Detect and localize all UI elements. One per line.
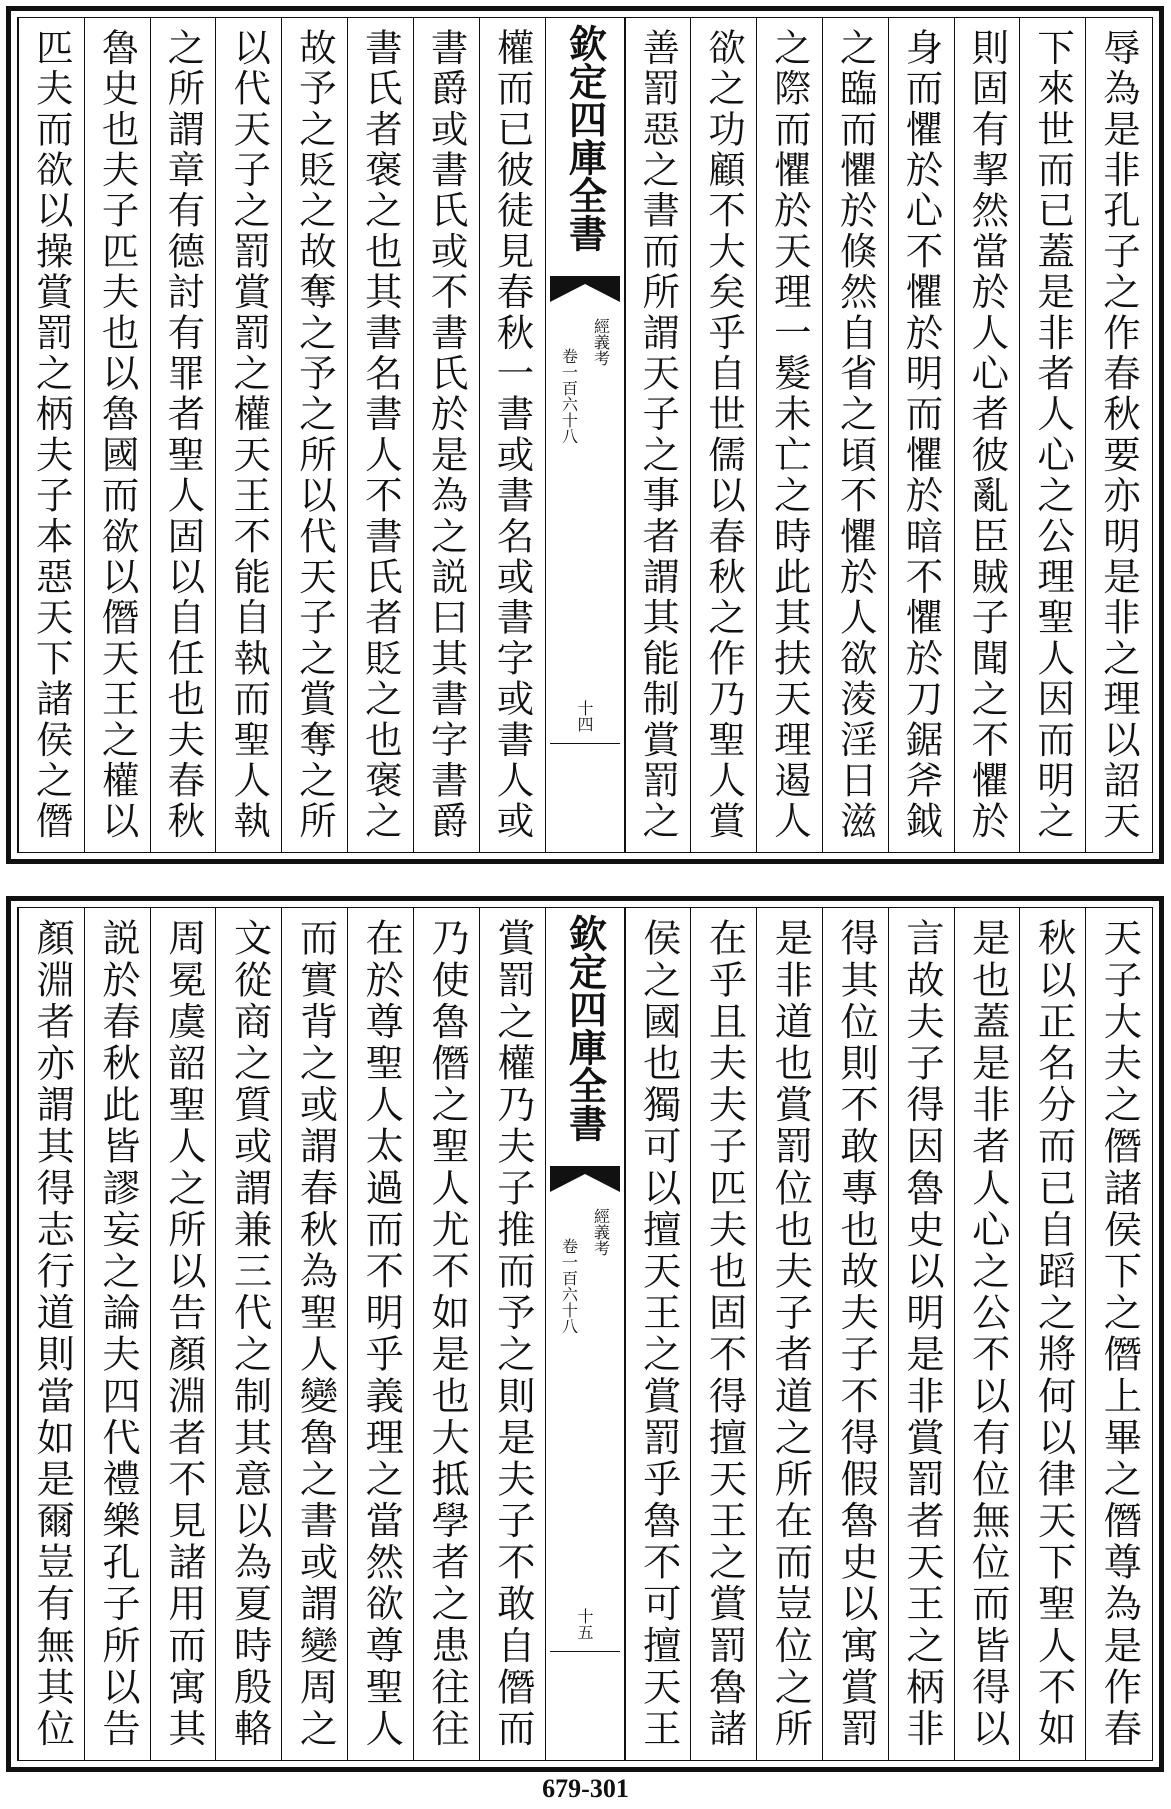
text-column bbox=[347, 908, 413, 1760]
text-column bbox=[84, 18, 150, 852]
column-text: 書爵或書氏或不書氏於是為之説曰其書字書爵 bbox=[424, 28, 469, 842]
column-text: 匹夫而欲以操賞罰之柄夫子本惡天下諸侯之僭 bbox=[29, 28, 74, 842]
column-text: 周冕虞韶聖人之所以告顏淵者不見諸用而寓其 bbox=[160, 918, 206, 1750]
column-text: 故予之貶之故奪之予之所以代天子之賞奪之所 bbox=[293, 28, 338, 842]
text-column bbox=[1085, 908, 1151, 1760]
leaf-number: 十四 bbox=[575, 700, 594, 732]
column-text: 魯史也夫子匹夫也以魯國而欲以僭天王之權以 bbox=[95, 28, 140, 842]
text-column bbox=[215, 18, 281, 852]
column-text: 説於春秋此皆謬妄之論夫四代禮樂孔子所以告 bbox=[95, 918, 141, 1750]
text-column bbox=[479, 18, 545, 852]
top-page bbox=[6, 6, 1164, 864]
center-title: 欽定四庫全書 bbox=[562, 914, 608, 1142]
text-column bbox=[756, 908, 822, 1760]
text-column bbox=[756, 18, 822, 852]
bottom-page bbox=[6, 896, 1164, 1772]
text-column bbox=[150, 18, 216, 852]
text-column bbox=[18, 18, 84, 852]
column-text: 之臨而懼於倏然自省之頃不懼於人欲淩淫日滋 bbox=[833, 28, 878, 842]
book-section-label: 經義考 bbox=[591, 318, 611, 366]
text-column bbox=[1019, 908, 1085, 1760]
text-column bbox=[84, 908, 150, 1760]
text-column bbox=[150, 908, 216, 1760]
center-margin bbox=[545, 908, 625, 1760]
text-column bbox=[18, 908, 84, 1760]
top-page-frame bbox=[17, 17, 1153, 853]
column-text: 辱為是非孔子之作春秋要亦明是非之理以詔天 bbox=[1096, 28, 1141, 842]
text-column bbox=[1019, 18, 1085, 852]
text-column bbox=[888, 18, 954, 852]
leaf-number: 十五 bbox=[575, 1608, 594, 1640]
text-column bbox=[281, 18, 347, 852]
text-column bbox=[822, 18, 888, 852]
column-text: 文從商之質或謂兼三代之制其意以為夏時殷輅 bbox=[226, 918, 272, 1750]
text-column bbox=[625, 908, 691, 1760]
text-column bbox=[690, 18, 756, 852]
column-text: 在乎且夫夫子匹夫也固不得擅天王之賞罰魯諸 bbox=[701, 918, 747, 1750]
column-text: 賞罰之權乃夫子推而予之則是夫子不敢自僭而 bbox=[489, 918, 535, 1750]
column-text: 之所謂章有德討有罪者聖人固以自任也夫春秋 bbox=[161, 28, 206, 842]
text-column bbox=[1085, 18, 1151, 852]
center-title: 欽定四庫全書 bbox=[562, 24, 608, 252]
page-footer-number: 679-301 bbox=[542, 1774, 629, 1803]
fishtail-mark-icon bbox=[550, 276, 620, 302]
column-text: 天子大夫之僭諸侯下之僭上畢之僭尊為是作春 bbox=[1096, 918, 1142, 1750]
column-text: 是也蓋是非者人心之公不以有位無位而皆得以 bbox=[964, 918, 1010, 1750]
column-text: 侯之國也獨可以擅天王之賞罰乎魯不可擅天王 bbox=[635, 918, 681, 1750]
column-text: 而實背之或謂春秋為聖人變魯之書或謂變周之 bbox=[292, 918, 338, 1750]
column-text: 顏淵者亦謂其得志行道則當如是爾豈有無其位 bbox=[29, 918, 75, 1750]
text-column bbox=[347, 18, 413, 852]
column-text: 權而已彼徒見春秋一書或書名或書字或書人或 bbox=[490, 28, 535, 842]
text-column bbox=[690, 908, 756, 1760]
column-text: 以代天子之罰賞罰之權天王不能自執而聖人執 bbox=[227, 28, 272, 842]
column-text: 欲之功顧不大矣乎自世儒以春秋之作乃聖人賞 bbox=[702, 28, 747, 842]
column-text: 則固有挈然當於人心者彼亂臣賊子聞之不懼於 bbox=[965, 28, 1010, 842]
column-text: 下來世而已蓋是非者人心之公理聖人因而明之 bbox=[1031, 28, 1076, 842]
column-text: 乃使魯僭之聖人尤不如是也大抵學者之患往往 bbox=[424, 918, 470, 1750]
column-text: 秋以正名分而已自蹈之將何以律天下聖人不如 bbox=[1030, 918, 1076, 1750]
column-text: 言故夫子得因魯史以明是非賞罰者天王之柄非 bbox=[898, 918, 944, 1750]
column-text: 在於尊聖人太過而不明乎義理之當然欲尊聖人 bbox=[358, 918, 404, 1750]
text-column bbox=[954, 908, 1020, 1760]
column-text: 身而懼於心不懼於明而懼於暗不懼於刀鋸斧鉞 bbox=[899, 28, 944, 842]
column-text: 是非道也賞罰位也夫子者道之所在而豈位之所 bbox=[767, 918, 813, 1750]
column-text: 善罰惡之書而所謂天子之事者謂其能制賞罰之 bbox=[636, 28, 681, 842]
text-column bbox=[954, 18, 1020, 852]
column-text: 得其位則不敢專也故夫子不得假魯史以寓賞罰 bbox=[833, 918, 879, 1750]
bottom-page-frame bbox=[17, 907, 1153, 1761]
text-column bbox=[479, 908, 545, 1760]
text-column bbox=[625, 18, 691, 852]
center-rule bbox=[550, 1651, 620, 1652]
text-column bbox=[413, 18, 479, 852]
text-column bbox=[888, 908, 954, 1760]
volume-label: 卷一百六十八 bbox=[559, 348, 579, 444]
fishtail-mark-icon bbox=[550, 1166, 620, 1192]
column-text: 之際而懼於天理一髮未亡之時此其扶天理遏人 bbox=[767, 28, 812, 842]
center-rule bbox=[550, 743, 620, 744]
center-margin bbox=[545, 18, 625, 852]
text-column bbox=[413, 908, 479, 1760]
volume-label: 卷一百六十八 bbox=[559, 1238, 579, 1334]
text-column bbox=[215, 908, 281, 1760]
text-column bbox=[281, 908, 347, 1760]
column-text: 書氏者褒之也其書名書人不書氏者貶之也褒之 bbox=[358, 28, 403, 842]
book-section-label: 經義考 bbox=[591, 1208, 611, 1256]
text-column bbox=[822, 908, 888, 1760]
